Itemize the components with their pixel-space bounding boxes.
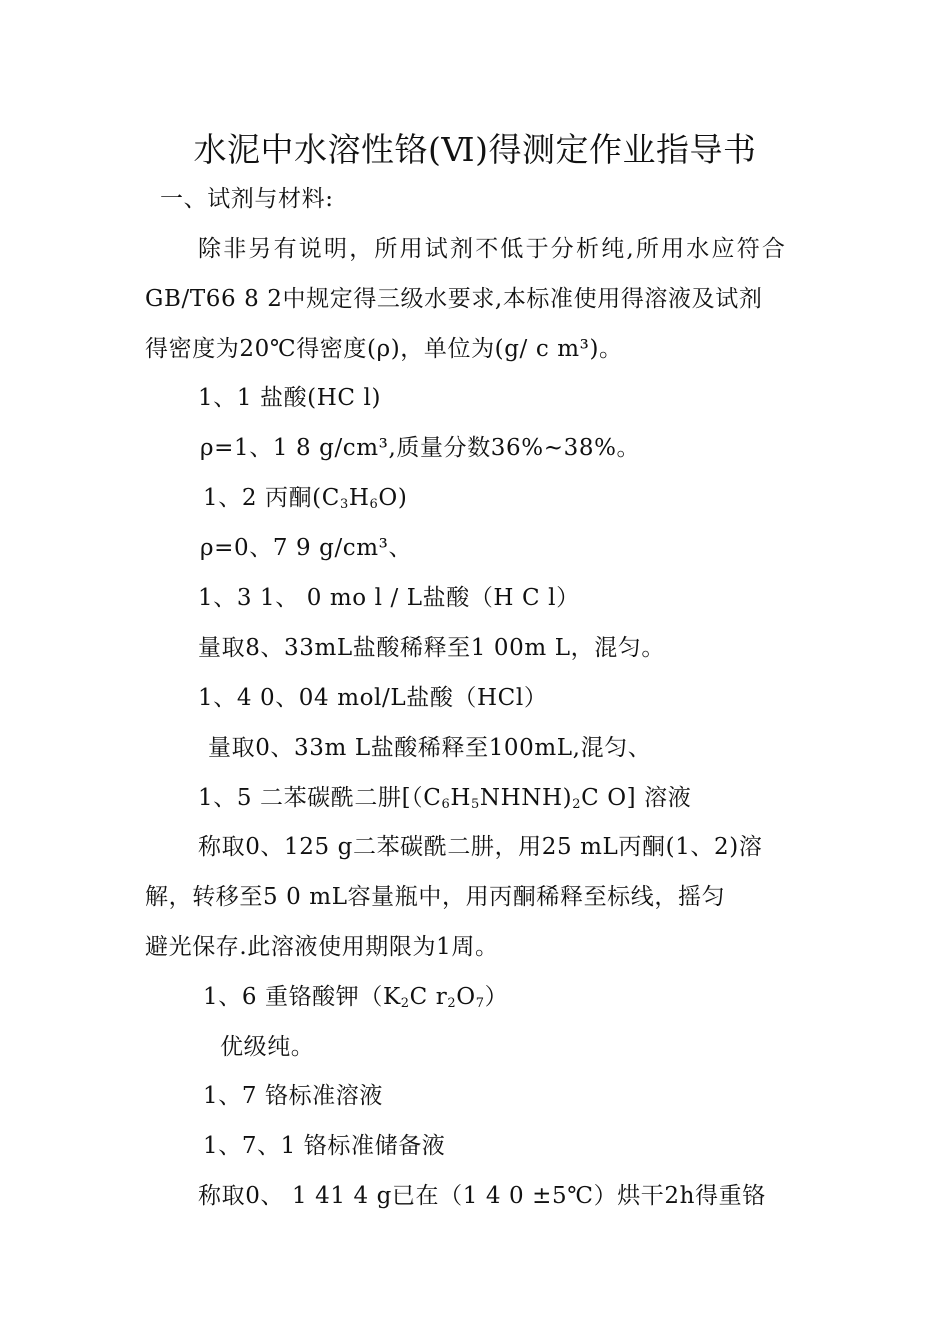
- item-heading: 1、4 0、04 mol/L盐酸（HCl）: [198, 685, 548, 711]
- subscript: 2: [572, 797, 582, 812]
- heading-text: O: [456, 984, 476, 1010]
- item-text: 量取0、33m L盐酸稀释至100mL,混匀、: [208, 735, 652, 761]
- item-text: 量取8、33mL盐酸稀释至1 00m L，混匀。: [198, 635, 665, 661]
- document-title: 水泥中水溶性铬(Ⅵ)得测定作业指导书: [193, 130, 757, 169]
- item-heading: 1、7、1 铬标准储备液: [203, 1133, 446, 1159]
- paragraph-line: 得密度为20℃得密度(ρ)，单位为(g/ c m³)。: [145, 336, 623, 362]
- heading-text: H: [348, 485, 370, 511]
- subscript: 6: [369, 497, 379, 512]
- heading-text: NHNH): [479, 785, 573, 811]
- item-text: ρ=1、1 8 g/cm³,质量分数36%~38%。: [200, 435, 641, 461]
- paragraph-line: 称取0、 1 41 4 g已在（1 4 0 ±5℃）烘干2h得重铬: [198, 1183, 766, 1209]
- heading-text: 1、6 重铬酸钾（K: [203, 984, 401, 1010]
- heading-text: C O] 溶液: [581, 785, 692, 811]
- item-heading: 1、7 铬标准溶液: [203, 1083, 383, 1109]
- paragraph-line: GB/T66 8 2中规定得三级水要求,本标准使用得溶液及试剂: [145, 286, 763, 312]
- paragraph-line: 除非另有说明，所用试剂不低于分析纯,所用水应符合: [198, 236, 788, 262]
- subscript: 7: [475, 996, 485, 1011]
- heading-text: ）: [484, 984, 509, 1010]
- item-heading: 1、1 盐酸(HC l): [198, 385, 382, 411]
- section-heading: 一、试剂与材料:: [160, 186, 334, 212]
- subscript: 2: [400, 996, 410, 1011]
- heading-text: 1、2 丙酮(C: [203, 485, 340, 511]
- paragraph-line: 避光保存.此溶液使用期限为1周。: [145, 934, 499, 960]
- heading-text: H: [450, 785, 471, 811]
- item-heading: 1、3 1、 0 mo l / L盐酸（H C l）: [198, 585, 580, 611]
- subscript: 3: [339, 497, 349, 512]
- item-heading: [203, 982, 508, 1012]
- subscript: 6: [441, 797, 451, 812]
- heading-text: 1、5 二苯碳酰二肼[（C: [198, 785, 442, 811]
- item-heading: [198, 783, 691, 813]
- subscript: 5: [471, 797, 480, 812]
- item-text: ρ=0、7 9 g/cm³、: [200, 535, 413, 561]
- paragraph-line: 解，转移至5 0 mL容量瓶中，用丙酮稀释至标线，摇匀: [145, 884, 726, 910]
- heading-text: C r: [409, 984, 448, 1010]
- heading-text: O): [378, 485, 408, 511]
- paragraph-line: 称取0、125 g二苯碳酰二肼，用25 mL丙酮(1、2)溶: [198, 834, 763, 860]
- item-text: 优级纯。: [220, 1034, 315, 1060]
- item-heading: [203, 483, 407, 513]
- subscript: 2: [447, 996, 457, 1011]
